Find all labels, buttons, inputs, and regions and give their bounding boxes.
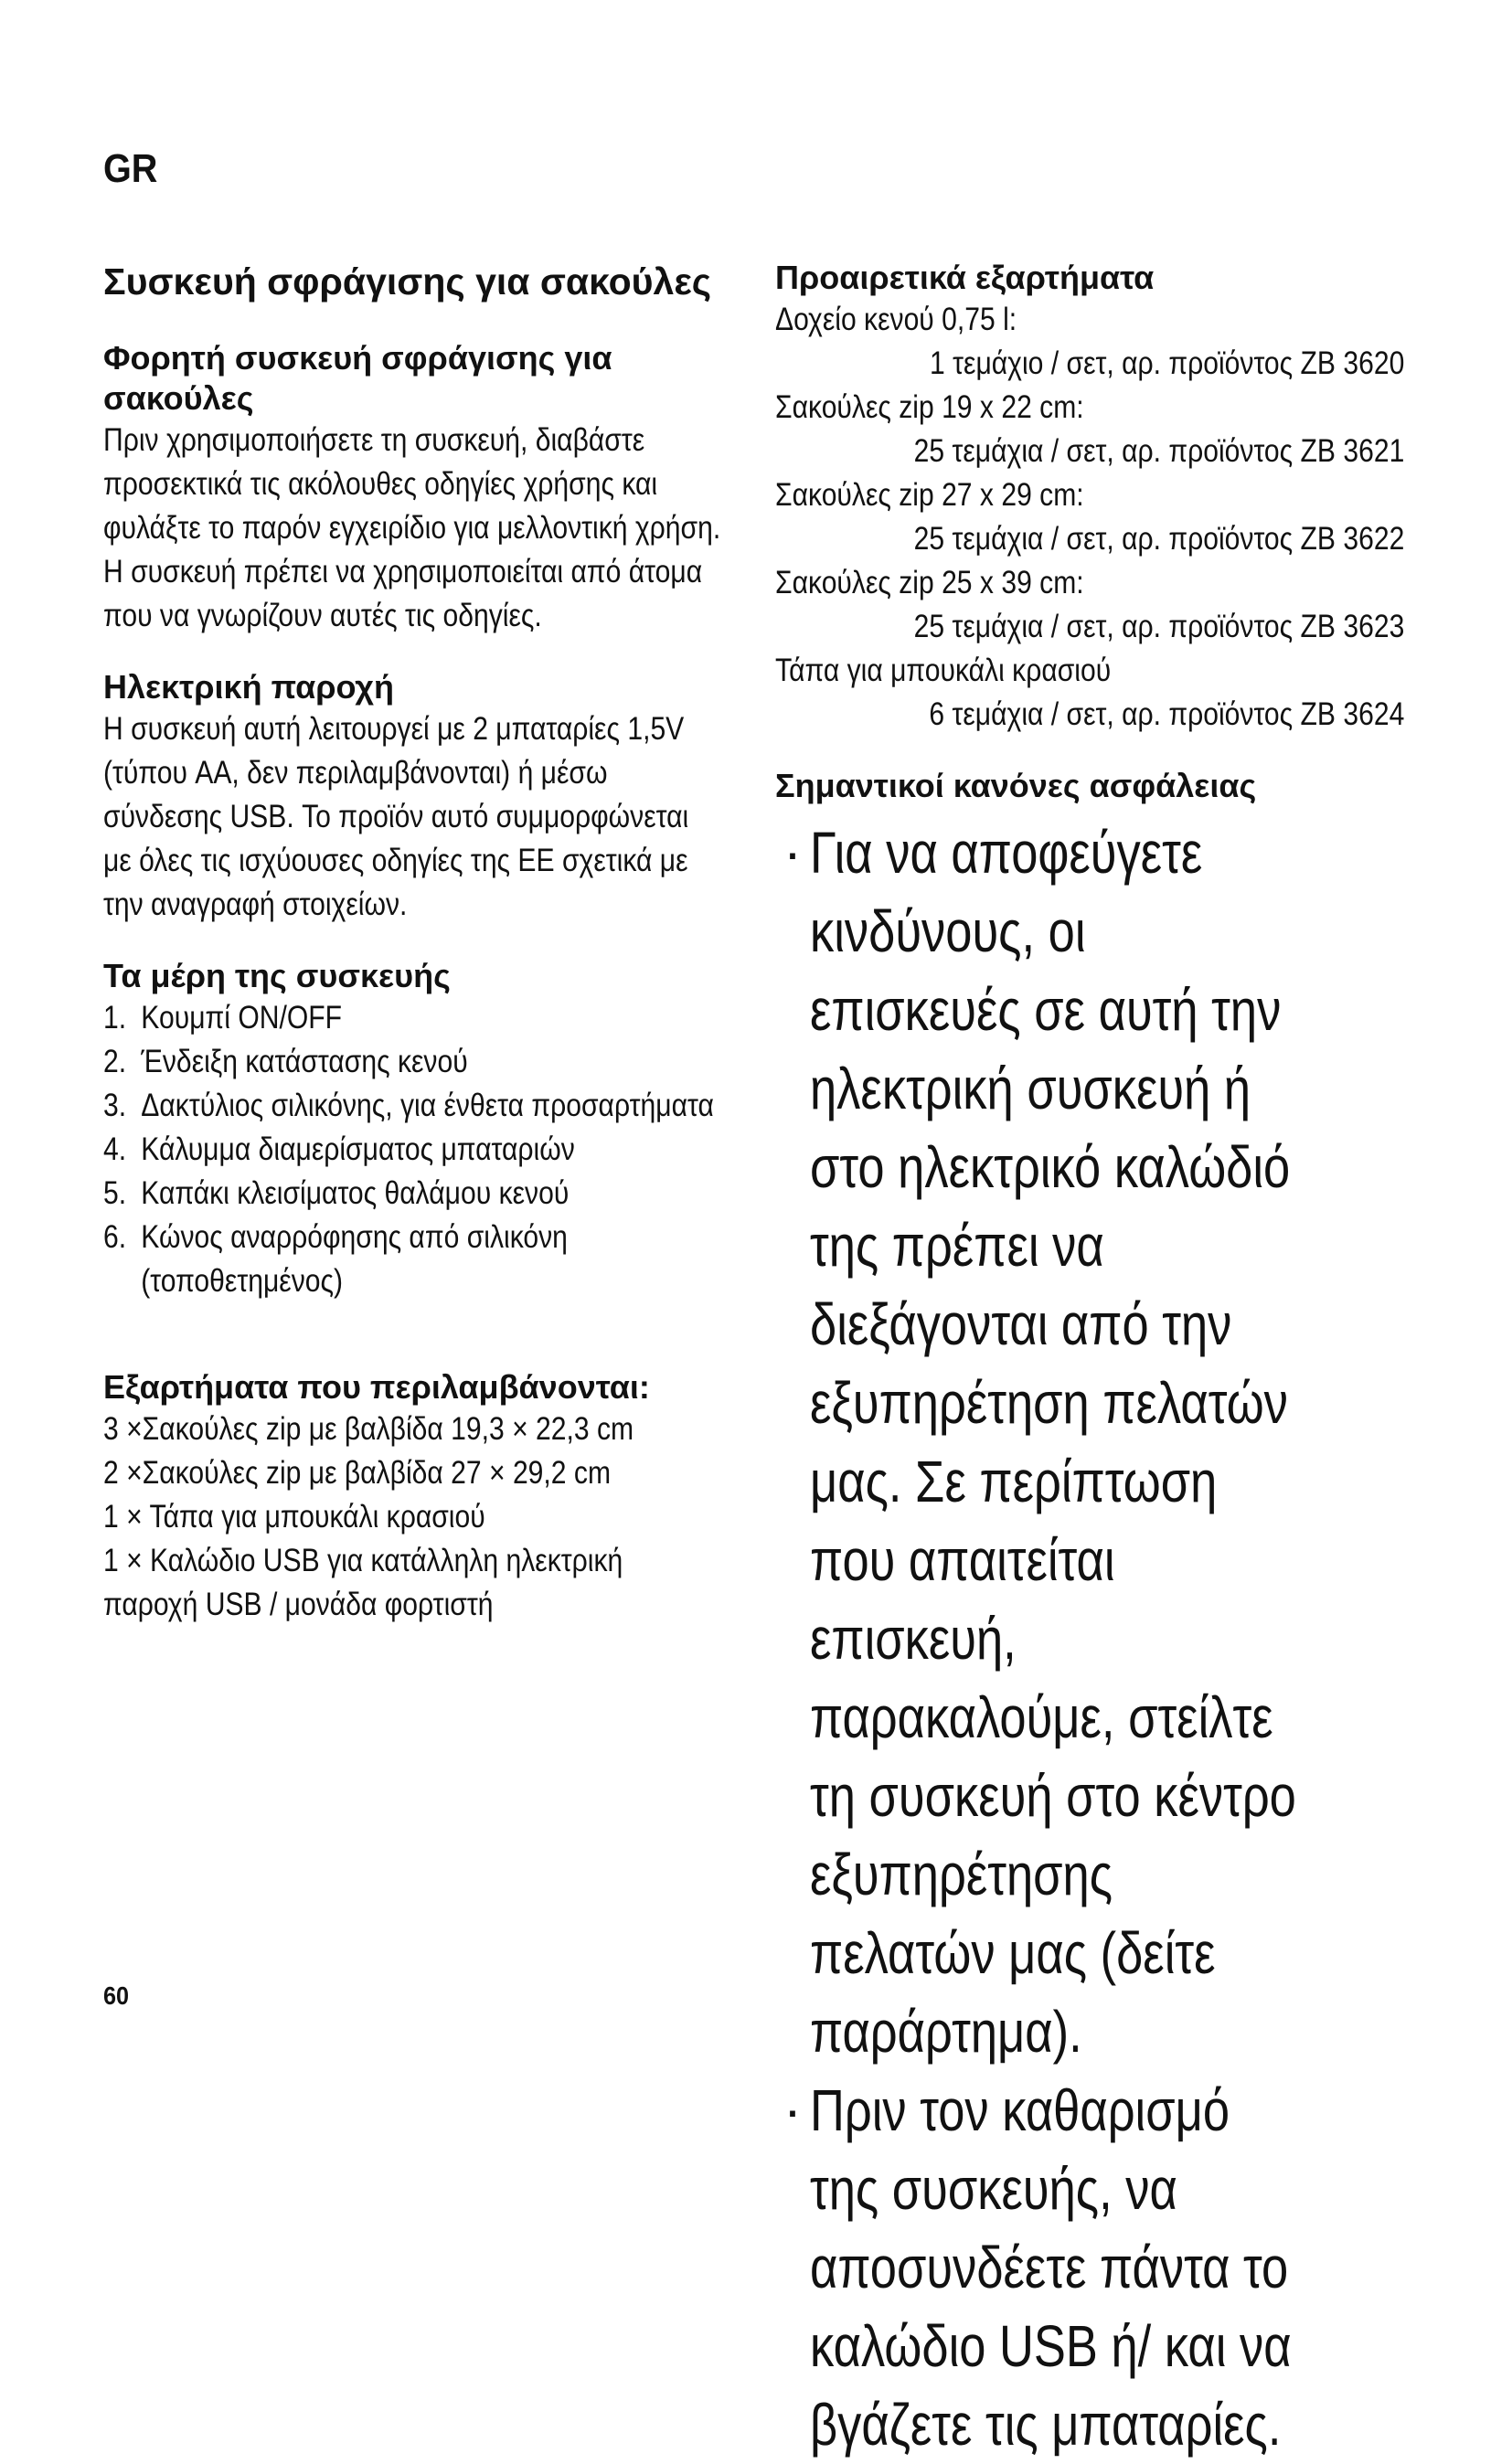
item-text: Ένδειξη κατάστασης κενού [141,1044,468,1079]
list-item [103,1172,723,1216]
power-heading: Ηλεκτρική παροχή [103,668,394,706]
optional-heading: Προαιρετικά εξαρτήματα [775,259,1155,296]
accessory-detail: 25 τεμάχια / σετ, αρ. προϊόντος ZB 3623 [913,609,1405,644]
power-text: Η συσκευή αυτή λειτουργεί με 2 μπαταρίες 1,5V (τύπου AA, δεν περιλαμβάνονται) ή μέσω σύνδεσης USB. Το προϊόν αυτό συμμορφώνεται με όλες τις ισχύουσες οδηγίες της ΕΕ σχετικά με την αναγραφή στοιχείων. [103,711,689,922]
bullet-icon: · [783,2079,802,2140]
safety-list [775,813,1406,2464]
item-number: 2. [103,1044,127,1079]
item-number: 6. [103,1219,127,1255]
safety-rule-text: Πριν τον καθαρισμό της συσκευής, να αποσυνδέετε πάντα το καλώδιο USB ή/ και να βγάζετε τις μπαταρίες. [810,2077,1292,2458]
accessory-detail: 25 τεμάχια / σετ, αρ. προϊόντος ZB 3622 [913,521,1405,557]
item-text: Κουμπί ON/OFF [141,1000,343,1036]
list-item [775,813,1406,2071]
page-number: 60 [103,1981,130,2010]
accessory-detail: 1 τεμάχιο / σετ, αρ. προϊόντος ZB 3620 [930,345,1405,381]
accessory-name: Σακούλες zip 25 x 39 cm: [775,565,1084,600]
list-item: 1 × Τάπα για μπουκάλι κρασιού [103,1499,485,1535]
list-item: 3 ×Σακούλες zip με βαλβίδα 19,3 × 22,3 cm [103,1411,634,1447]
language-code: GR [103,146,158,191]
item-text: Δακτύλιος σιλικόνης, για ένθετα προσαρτήματα [141,1088,714,1123]
accessory-name: Τάπα για μπουκάλι κρασιού [775,653,1112,688]
parts-list [103,996,723,1303]
list-item [103,1084,723,1128]
accessory-detail: 25 τεμάχια / σετ, αρ. προϊόντος ZB 3621 [913,433,1405,469]
item-number: 3. [103,1088,127,1123]
accessory-name: Σακούλες zip 27 x 29 cm: [775,477,1084,513]
item-text: Κάλυμμα διαμερίσματος μπαταριών [141,1131,575,1167]
item-number: 5. [103,1175,127,1211]
list-item [103,1128,723,1172]
accessory-name: Σακούλες zip 19 x 22 cm: [775,389,1084,425]
list-item: 2 ×Σακούλες zip με βαλβίδα 27 × 29,2 cm [103,1455,612,1491]
list-item [103,1216,723,1303]
bullet-icon: · [783,822,802,883]
item-number: 1. [103,1000,127,1036]
included-list [103,1407,723,1627]
list-item: 1 × Καλώδιο USB για κατάλληλη ηλεκτρική παροχή USB / μονάδα φορτιστή [103,1543,623,1622]
item-number: 4. [103,1131,127,1167]
item-text: Καπάκι κλεισίματος θαλάμου κενού [141,1175,570,1211]
included-heading: Εξαρτήματα που περιλαμβάνονται: [103,1368,650,1406]
document-title: Συσκευή σφράγισης για σακούλες [103,260,712,303]
list-item [775,2071,1406,2464]
list-item [103,1040,723,1084]
intro-text: Πριν χρησιμοποιήσετε τη συσκευή, διαβάστε προσεκτικά τις ακόλουθες οδηγίες χρήσης και φυλάξτε το παρόν εγχειρίδιο για μελλοντική χρήση. Η συσκευή πρέπει να χρησιμοποιείται από άτομα που να γνωρίζουν αυτές τις οδηγίες. [103,422,721,633]
right-column [775,258,1406,2464]
accessory-detail: 6 τεμάχια / σετ, αρ. προϊόντος ZB 3624 [929,696,1405,732]
item-text: Κώνος αναρρόφησης από σιλικόνη (τοποθετημένος) [141,1219,568,1299]
accessory-name: Δοχείο κενού 0,75 l: [775,302,1017,337]
intro-heading: Φορητή συσκευή σφράγισης για σακούλες [103,339,612,417]
left-column [103,258,725,1627]
list-item [103,996,723,1040]
parts-heading: Τα μέρη της συσκευής [103,957,451,994]
optional-list [775,298,1404,737]
safety-rule-text: Για να αποφεύγετε κινδύνους, οι επισκευές σε αυτή την ηλεκτρική συσκευή ή στο ηλεκτρικό καλώδιό της πρέπει να διεξάγονται από την εξυπηρέτηση πελατών μας. Σε περίπτωση που απαιτείται επισκευή, παρακαλούμε, στείλτε τη συσκευή στο κέντρο εξυπηρέτησης πελατών μας (δείτε παράρτημα). [810,820,1296,2065]
safety-heading: Σημαντικοί κανόνες ασφάλειας [775,767,1257,804]
